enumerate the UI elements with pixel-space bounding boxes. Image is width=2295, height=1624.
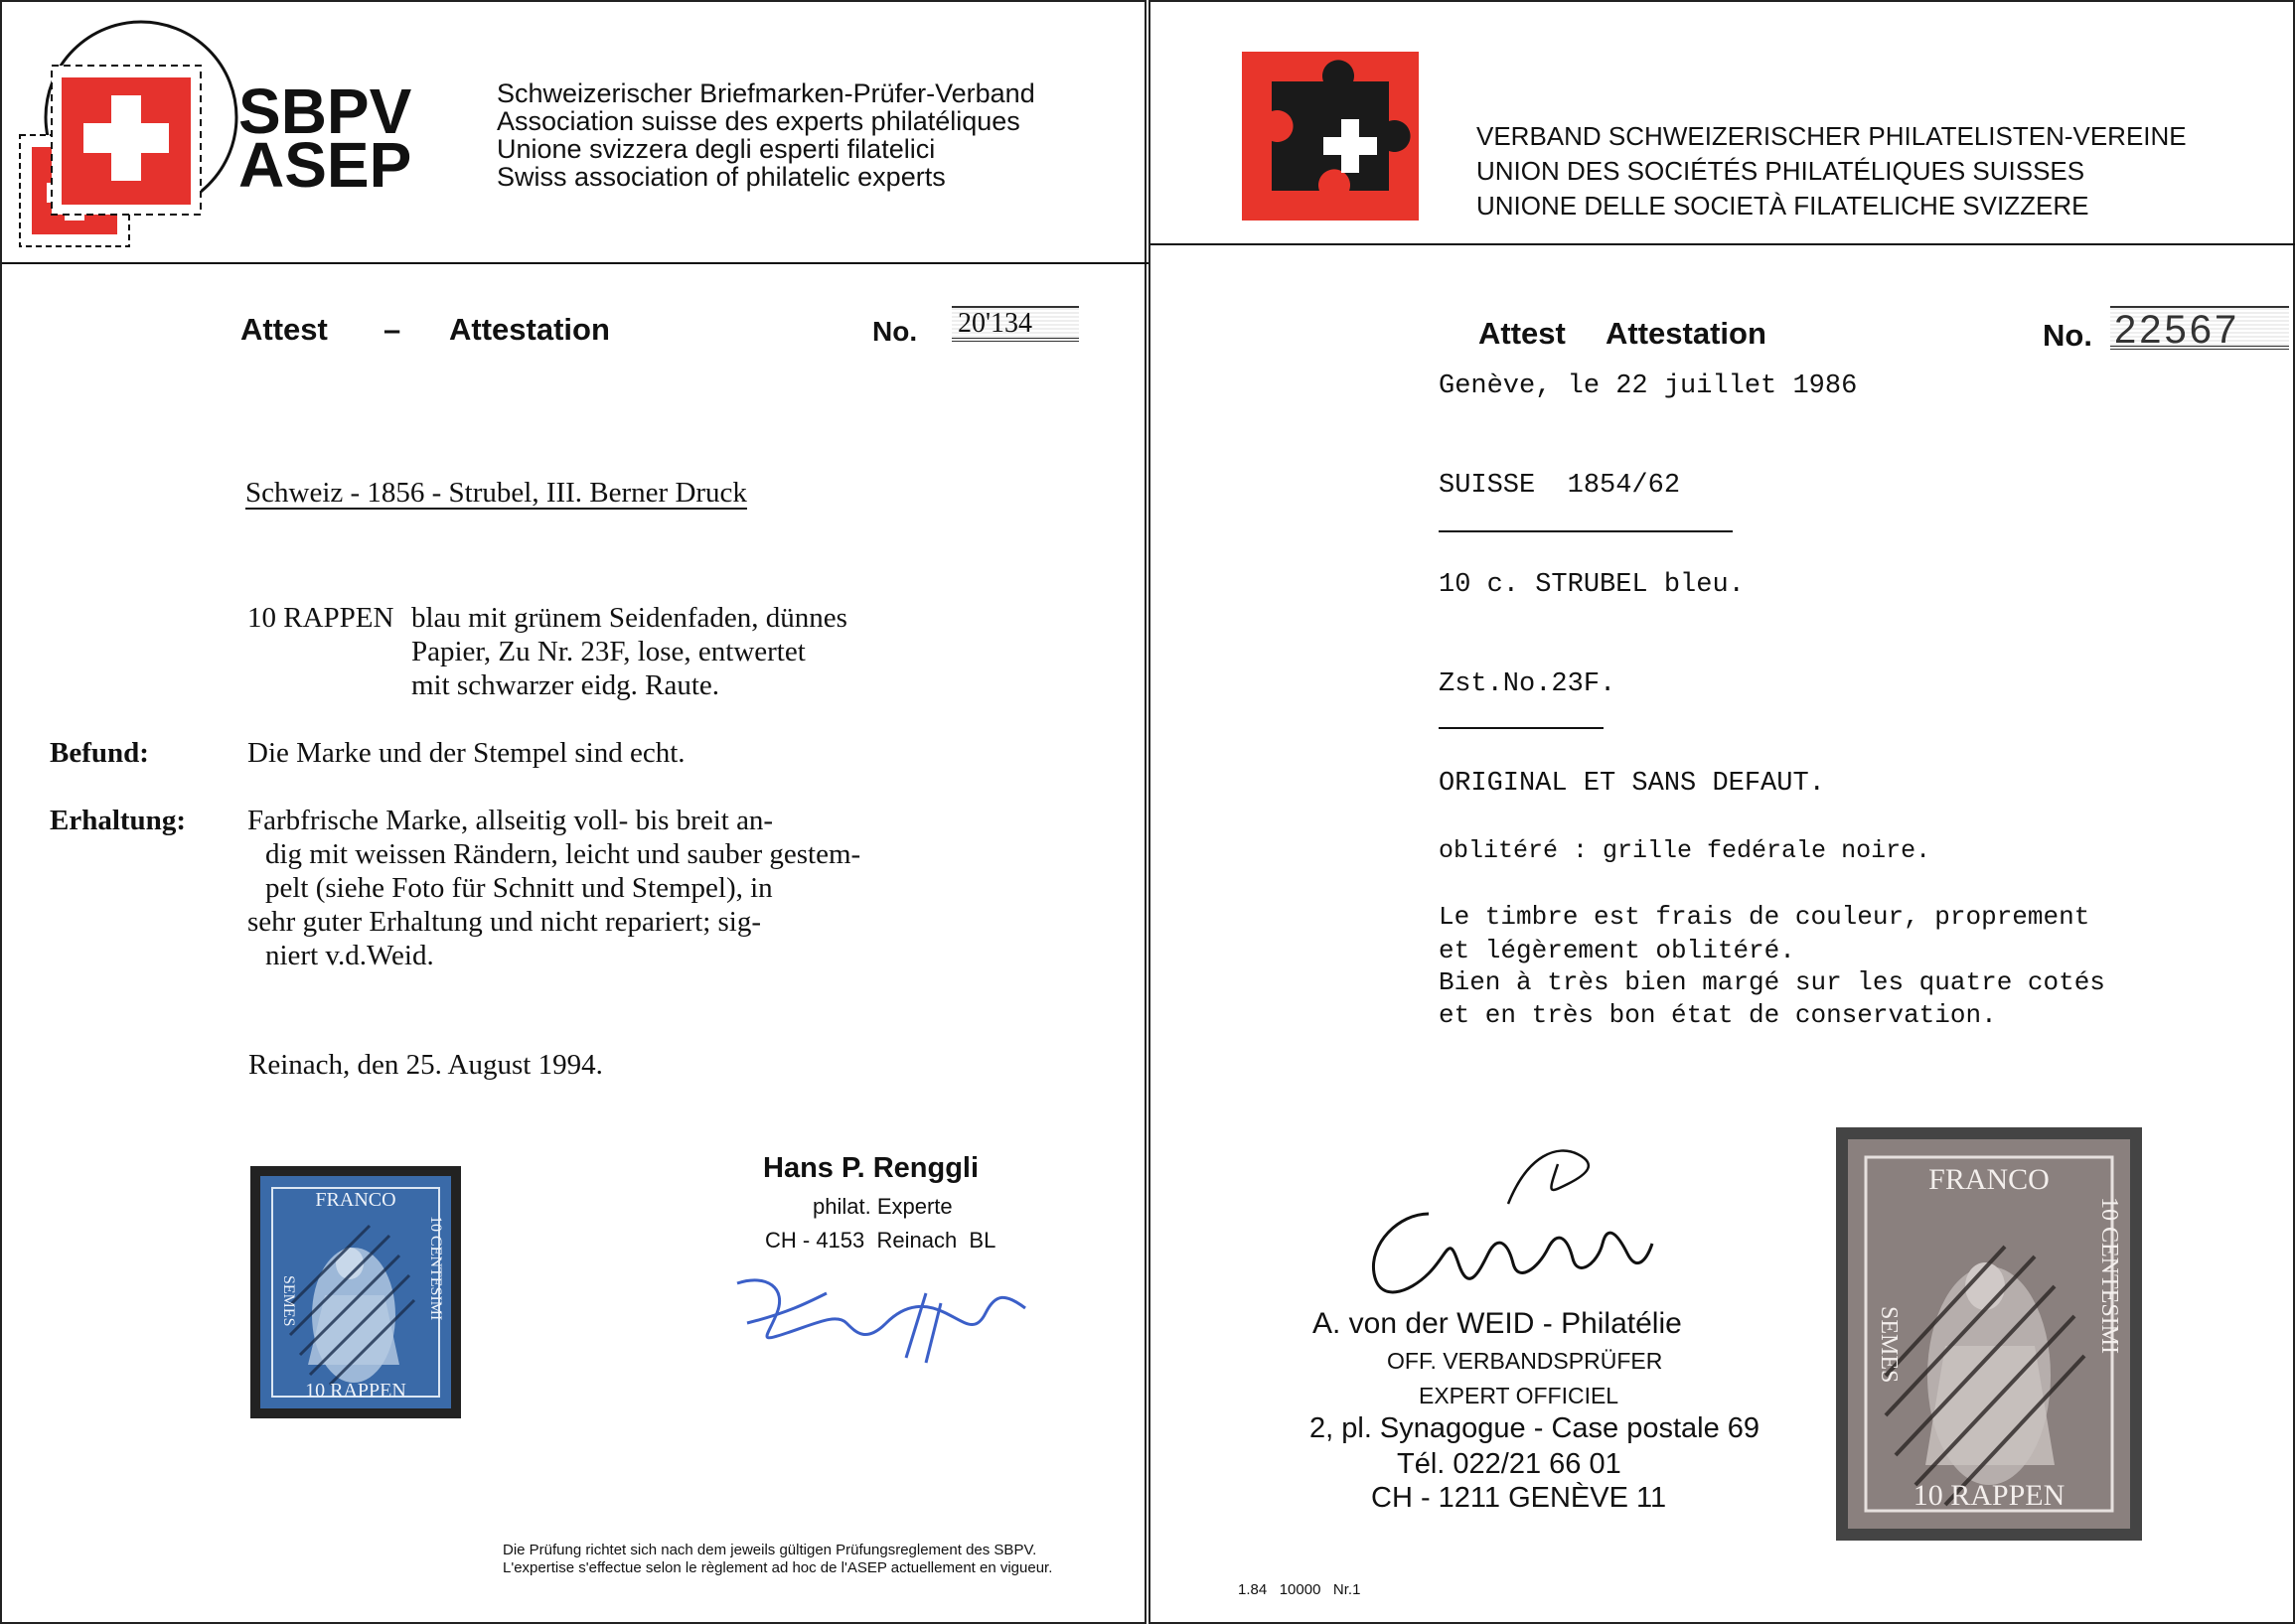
stamp-top-text: FRANCO: [315, 1189, 396, 1211]
rule: [1439, 530, 1733, 532]
stamp-bottom-text: 10 RAPPEN: [1912, 1479, 2066, 1512]
footer-line-de: Die Prüfung richtet sich nach dem jeweils gültigen Prüfungsreglement des SBPV.: [503, 1542, 1037, 1558]
sbpv-org-names: [497, 79, 1035, 191]
org-name-de: VERBAND SCHWEIZERISCHER PHILATELISTEN-VEREINE: [1476, 121, 2187, 151]
swiss-cross-stamps-icon: [10, 6, 457, 254]
desc-line: Bien à très bien margé sur les quatre cotés: [1439, 967, 2105, 997]
desc-line: Le timbre est frais de couleur, proprement: [1439, 902, 2090, 932]
erhaltung-line: dig mit weissen Rändern, leicht und sauber gestem-: [265, 838, 861, 870]
vsphv-org-names: [1476, 119, 2187, 223]
expert-name: Hans P. Renggli: [763, 1152, 980, 1184]
erhaltung-line: niert v.d.Weid.: [265, 940, 434, 971]
attest-dash: –: [383, 312, 401, 347]
cert-no-label: No.: [872, 316, 918, 347]
cancellation: oblitéré : grille fedérale noire.: [1439, 836, 1931, 865]
stamp-photo: [1836, 1127, 2142, 1541]
country-year: SUISSE 1854/62: [1439, 471, 1681, 501]
stamp-title: Schweiz - 1856 - Strubel, III. Berner Druck: [245, 477, 747, 509]
print-info: 1.84 10000 Nr.1: [1238, 1581, 1361, 1598]
expert-tel: Tél. 022/21 66 01: [1397, 1448, 1621, 1480]
expert-line2: EXPERT OFFICIEL: [1419, 1383, 1619, 1408]
logo-abbr-top: SBPV: [238, 75, 412, 147]
org-name-it: Unione svizzera degli esperti filatelici: [497, 134, 936, 164]
strubel-stamp-image: [250, 1166, 461, 1418]
stamp-side-left: SEMES: [1876, 1306, 1902, 1384]
expert-line1: OFF. VERBANDSPRÜFER: [1387, 1348, 1663, 1374]
strubel-stamp-image: [1836, 1127, 2142, 1541]
expert-address: 2, pl. Synagogue - Case postale 69: [1309, 1412, 1760, 1444]
stamp-side-right: 10 CENTESIMI: [427, 1216, 444, 1321]
vsphv-logo: [1242, 52, 1419, 221]
expert-signature: [1300, 1124, 1717, 1323]
org-name-it: UNIONE DELLE SOCIETÀ FILATELICHE SVIZZERE: [1476, 191, 2089, 221]
cert-no-value: 22567: [2110, 306, 2289, 350]
stamp-desc-line: Papier, Zu Nr. 23F, lose, entwertet: [411, 636, 806, 667]
cert-no-label: No.: [2043, 318, 2092, 353]
org-name-de: Schweizerischer Briefmarken-Prüfer-Verband: [497, 78, 1035, 108]
vsphv-certificate: [1148, 0, 2295, 1624]
org-name-fr: UNION DES SOCIÉTÉS PHILATÉLIQUES SUISSES: [1476, 156, 2085, 186]
befund-text: Die Marke und der Stempel sind echt.: [247, 737, 686, 769]
desc-line: et en très bon état de conservation.: [1439, 1000, 1997, 1030]
catalog-number: Zst.No.23F.: [1439, 669, 1616, 699]
expert-address: CH - 4153 Reinach BL: [765, 1228, 996, 1253]
stamp-bottom-text: 10 RAPPEN: [305, 1380, 406, 1402]
puzzle-cross-icon: [1242, 52, 1419, 221]
sbpv-certificate: [0, 0, 1147, 1624]
expert-name: A. von der WEID - Philatélie: [1312, 1307, 1682, 1340]
stamp-value-lead: 10 RAPPEN: [247, 602, 394, 634]
erhaltung-line: Farbfrische Marke, allseitig voll- bis breit an-: [247, 805, 774, 836]
footer-line-fr: L'expertise s'effectue selon le règlement ad hoc de l'ASEP actuellement en vigueur.: [503, 1559, 1053, 1576]
stamp-top-text: FRANCO: [1928, 1163, 2050, 1196]
cert-date: Genève, le 22 juillet 1986: [1439, 371, 1858, 401]
logo-abbr-bottom: ASEP: [238, 129, 412, 201]
stamp-desc-line: mit schwarzer eidg. Raute.: [411, 669, 720, 701]
expert-city: CH - 1211 GENÈVE 11: [1371, 1482, 1667, 1514]
attest-label: Attest: [240, 312, 328, 347]
erhaltung-line: sehr guter Erhaltung und nicht repariert; sig-: [247, 906, 762, 938]
header-divider: [1150, 243, 2295, 245]
befund-label: Befund:: [50, 737, 149, 769]
erhaltung-label: Erhaltung:: [50, 805, 186, 836]
header-divider: [2, 262, 1148, 264]
cert-no-value: 20'134: [952, 306, 1079, 342]
stamp-name: 10 c. STRUBEL bleu.: [1439, 570, 1745, 600]
attestation-label: Attestation: [449, 312, 610, 347]
stamp-photo: [250, 1166, 461, 1418]
expert-title: philat. Experte: [813, 1194, 953, 1219]
stamp-desc-line: blau mit grünem Seidenfaden, dünnes: [411, 602, 847, 634]
attest-label: Attest: [1478, 316, 1566, 351]
org-name-fr: Association suisse des experts philatéliques: [497, 106, 1020, 136]
stamp-side-left: SEMES: [280, 1275, 297, 1327]
sbpv-logo: [10, 6, 457, 254]
org-name-en: Swiss association of philatelic experts: [497, 162, 946, 192]
stamp-side-right: 10 CENTESIMI: [2096, 1197, 2122, 1354]
attestation-label: Attestation: [1606, 316, 1766, 351]
expert-signature: [727, 1254, 1065, 1373]
erhaltung-line: pelt (siehe Foto für Schnitt und Stempel), in: [265, 872, 773, 904]
place-date: Reinach, den 25. August 1994.: [248, 1049, 603, 1081]
rule: [1439, 727, 1604, 729]
condition-status: ORIGINAL ET SANS DEFAUT.: [1439, 769, 1825, 799]
desc-line: et légèrement oblitéré.: [1439, 936, 1795, 965]
